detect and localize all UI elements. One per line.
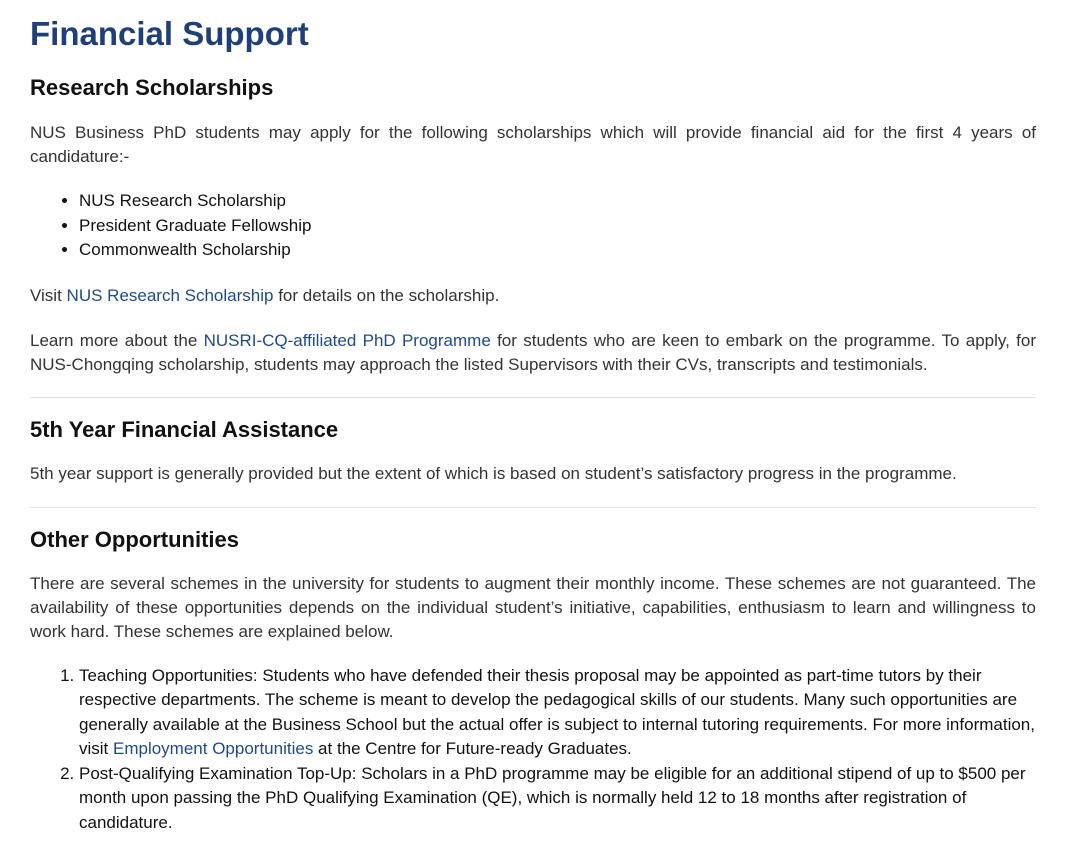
other-intro: There are several schemes in the university for students to augment their monthly income. These schemes are not guaranteed. The availability of these opportunities depends on the individual student’s initiative, capabilities, enthusiasm to learn and willingness to work hard. These schemes are explained below. bbox=[30, 573, 1036, 641]
nusri-cq-programme-link[interactable]: NUSRI-CQ-affiliated PhD Programme bbox=[203, 330, 491, 350]
page-title: Financial Support bbox=[30, 15, 309, 52]
scholarship-list bbox=[30, 189, 1036, 263]
employment-opportunities-link[interactable]: Employment Opportunities bbox=[113, 739, 314, 758]
research-scholarships-heading: Research Scholarships bbox=[30, 75, 274, 100]
list-item: 2. Post-Qualifying Examination Top-Up: Scholars in a PhD programme may be eligible for an additional stipend of up to $500 per month upon passing the PhD Qualifying Examination (QE), which is normally held 12 to 18 months after registration of candidature. bbox=[79, 762, 1036, 836]
list-item: • Commonwealth Scholarship bbox=[79, 238, 1036, 263]
list-item: 1. Teaching Opportunities: Students who have defended their thesis proposal may be appointed as part-time tutors by their respective departments. The scheme is meant to develop the pedagogical skills of our students. Many such opportunities are generally available at the Business School but the actual offer is subject to internal tutoring requirements. For more information, visit Employment Opportunities at the Centre for Future-ready Graduates. bbox=[79, 664, 1036, 762]
other-opportunities-heading: Other Opportunities bbox=[30, 526, 239, 552]
fifth-year-heading: 5th Year Financial Assistance bbox=[30, 416, 339, 442]
fifth-year-text: 5th year support is generally provided but the extent of which is based on student’s satisfactory progress in the programme. bbox=[30, 463, 957, 483]
divider bbox=[30, 507, 1036, 508]
research-intro: NUS Business PhD students may apply for the following scholarships which will provide financial aid for the first 4 years of candidature:- bbox=[30, 123, 1036, 166]
visit-paragraph: Visit NUS Research Scholarship for details on the scholarship. bbox=[30, 285, 500, 305]
opportunities-list bbox=[30, 664, 1036, 836]
list-item: • President Graduate Fellowship bbox=[79, 214, 1036, 239]
list-item: • NUS Research Scholarship bbox=[79, 189, 1036, 214]
divider bbox=[30, 397, 1036, 398]
learn-more-paragraph: Learn more about the NUSRI-CQ-affiliated PhD Programme for students who are keen to embark on the programme. To apply, for NUS-Chongqing scholarship, students may approach the listed Supervisors with their CVs, transcripts and testimonials. bbox=[30, 330, 1037, 374]
nus-research-scholarship-link[interactable]: NUS Research Scholarship bbox=[66, 285, 274, 305]
